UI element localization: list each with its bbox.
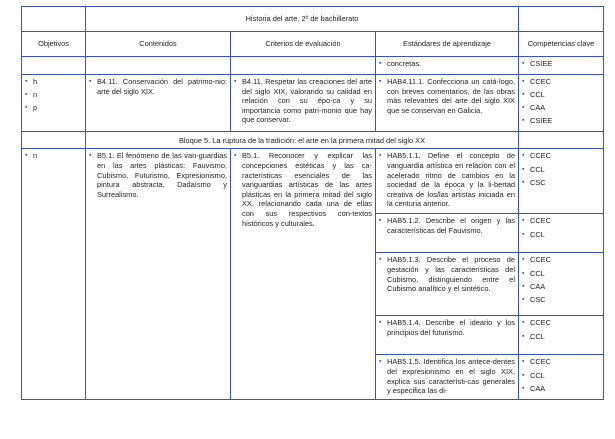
header-criterios: Criterios de evaluación [231,32,376,57]
estandar-cell: ▪ HAB5.1.3. Describe el proceso de gestación y las características del Cubismo, distinguiendo entre el Cubismo analítico y el sintético. [379,255,515,293]
table-row [22,75,604,132]
competencias-list [522,77,600,126]
list-item: ▪ h [25,77,82,87]
list-item: ▪ CCL [522,165,600,175]
list-item: ▪ CCL [522,269,600,279]
criterio-cell: ▪ B5.1. Reconocer y explicar las concepciones estéticas y las ca-racterísticas esenciales de las vanguardias artísticas de las artes plásticas en la primera mitad del siglo XX, relacionando cada una de ellas con sus respectivos con-textos históricos y culturales. [234,151,372,228]
list-item: ▪ CSC [522,178,600,188]
estandar-cell: ▪ concretas. [379,59,515,69]
header-objetivos: Objetivos [22,32,86,57]
list-item: ▪ CCL [522,332,600,342]
table-row [22,149,604,214]
list-item: ▪ CSIEE [522,116,600,126]
bloque-heading: Bloque 5. La ruptura de la tradición: el arte en la primera mitad del siglo XX [86,132,519,149]
list-item: ▪ CCEC [522,216,600,226]
list-item: ▪ CSIEE [522,59,600,69]
header-estandares: Estándares de aprendizaje [376,32,519,57]
list-item: ▪ CCEC [522,357,600,367]
competencias-list [522,216,600,239]
header-competencias: Competencias clave [519,32,604,57]
estandar-cell: ▪ HAB5.1.1. Define el concepto de vanguardia artística en relación con el acelerado ritmo de cambios en la sociedad de la época y la li-bertad creativa de los/las artistas iniciada en la centuria anterior. [379,151,515,209]
list-item: ▪ CCEC [522,151,600,161]
list-item: ▪ CSC [522,295,600,305]
list-item: ▪ CCEC [522,77,600,87]
competencias-list [522,255,600,304]
list-item: ▪ n [25,151,82,161]
header-contenidos: Contenidos [86,32,231,57]
estandar-cell: ▪ HAB5.1.5. Identifica los antece-dentes del expresionismo en el siglo XIX, explica sus característi-cas generales y especifica las di- [379,357,515,395]
list-item: ▪ CCL [522,371,600,381]
competencias-list [522,318,600,341]
list-item: ▪ CAA [522,103,600,113]
estandar-cell: ▪ HAB4.11.1. Confecciona un catá-logo, con breves comentarios, de las obras más relevantes del arte del siglo XIX que se conservan en Galicia. [379,77,515,115]
table-title: Historia del arte. 2º de bachillerato [86,7,519,32]
list-item: ▪ CCEC [522,318,600,328]
objetivos-list [25,77,82,113]
competencias-list [522,59,600,69]
estandar-cell: ▪ HAB5.1.4. Describe el ideario y los principios del futurismo. [379,318,515,337]
criterio-cell: ▪ B4.11. Respetar las creaciones del arte del siglo XIX, valorando su calidad en relación con su épo-ca y su importancia como patri-monio que hay que conservar. [234,77,372,125]
list-item: ▪ n [25,90,82,100]
competencias-list [522,357,600,393]
estandar-cell: ▪ HAB5.1.2. Describe el origen y las características del Fauvismo. [379,216,515,235]
list-item: ▪ CAA [522,384,600,394]
table-corner [22,7,86,32]
list-item: ▪ p [25,103,82,113]
contenido-cell: ▪ B5.1. El fenómeno de las van-guardias en las artes plásticas: Fauvismo, Cubismo, Futurismo, Expresionismo, pintura abstracta, Dadaísmo y Surrealismo. [89,151,227,199]
objetivos-list [25,151,82,161]
table-row [22,57,604,75]
competencias-list [522,151,600,187]
contenido-cell: ▪ B4.11. Conservación del patrimo-nio: arte del siglo XIX. [89,77,227,96]
list-item: ▪ CCL [522,90,600,100]
list-item: ▪ CAA [522,282,600,292]
list-item: ▪ CCL [522,230,600,240]
table-corner-right [519,7,604,32]
list-item: ▪ CCEC [522,255,600,265]
curriculum-table [21,6,604,400]
